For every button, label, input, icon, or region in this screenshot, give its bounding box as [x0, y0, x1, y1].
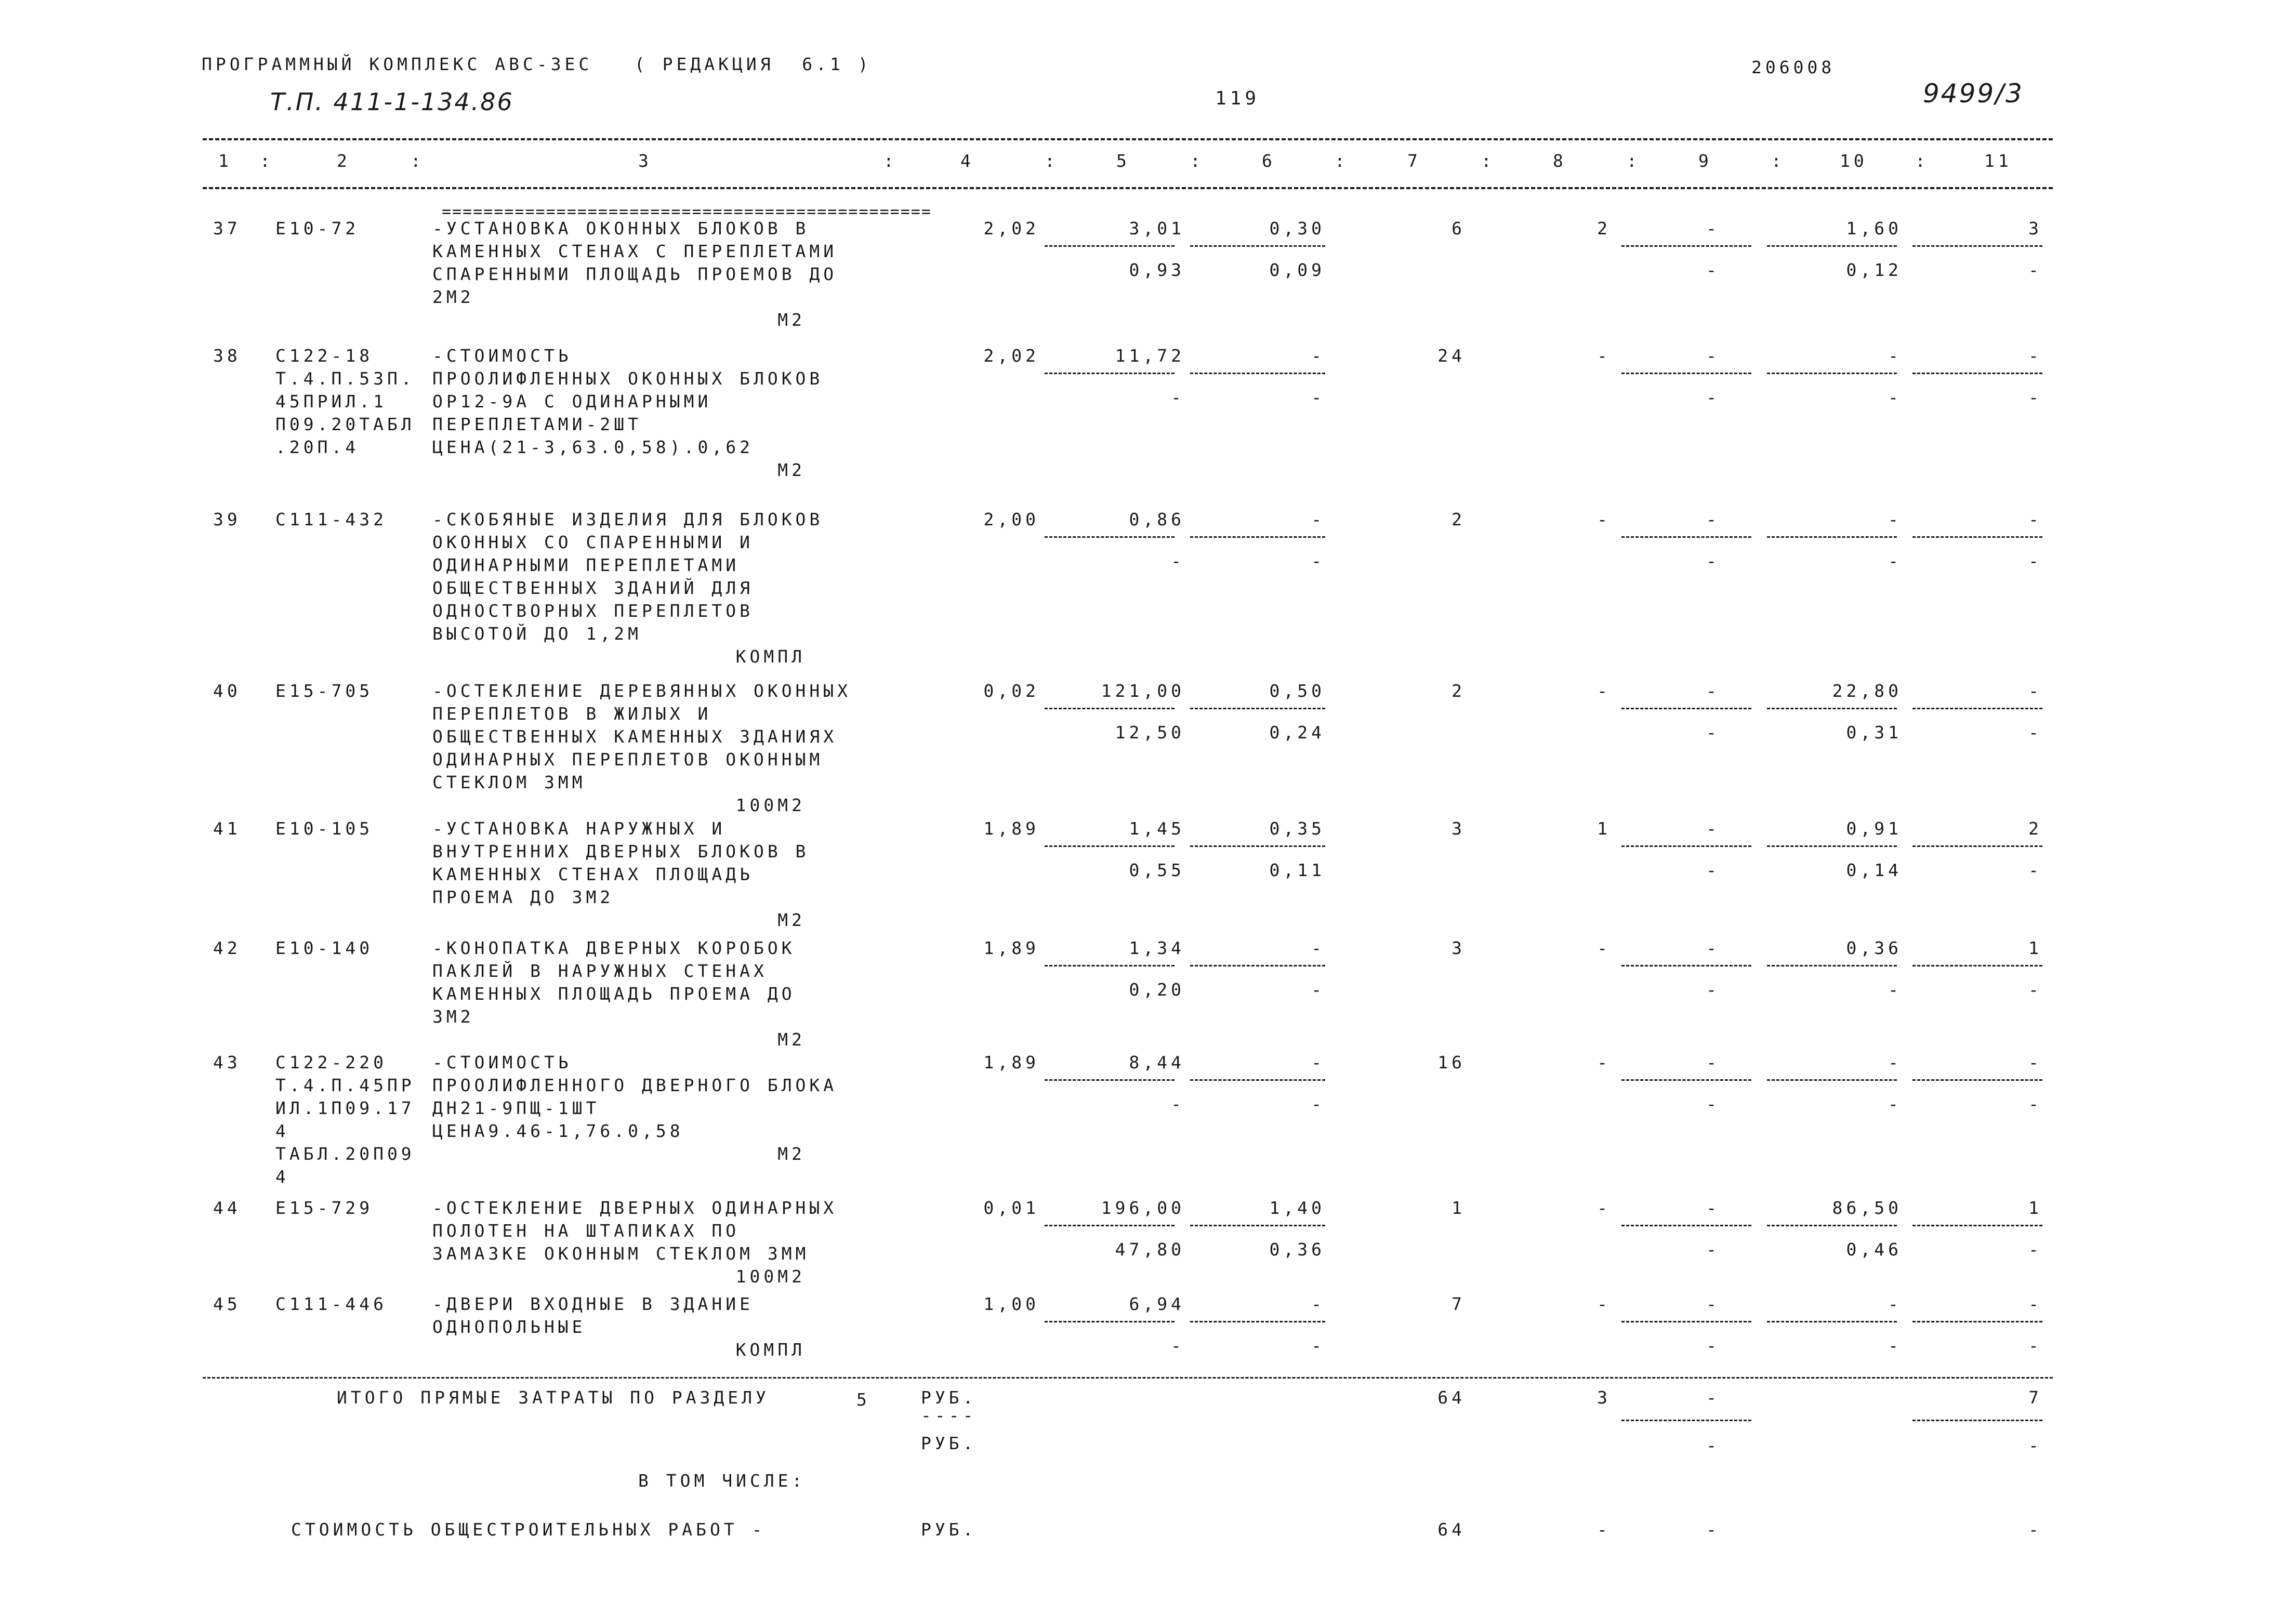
work-description: ПАКЛЕЙ В НАРУЖНЫХ СТЕНАХ: [432, 961, 768, 981]
cell-labor-sub: -: [1888, 1094, 1902, 1114]
work-description: ПРОЕМА ДО 3М2: [432, 887, 614, 907]
cell-labor: -: [1888, 1294, 1902, 1314]
subtotal-dash-line: [1045, 1079, 1175, 1081]
totals-currency-2: РУБ.: [921, 1433, 977, 1453]
totals-col7: 64: [1437, 1387, 1466, 1408]
work-description: КАМЕННЫХ СТЕНАХ ПЛОЩАДЬ: [432, 864, 754, 884]
cell-col11-sub: -: [2028, 551, 2042, 571]
col-9: 9: [1698, 151, 1712, 171]
col-5: 5: [1116, 151, 1130, 171]
work-description: ПЕРЕПЛЕТОВ В ЖИЛЫХ И: [432, 704, 712, 724]
cell-col11: 3: [2028, 218, 2042, 239]
program-title: ПРОГРАММНЫЙ КОМПЛЕКС АВС-ЗЕС ( РЕДАКЦИЯ 6.1 ): [202, 54, 872, 74]
cell-labor-sub: 0,31: [1846, 722, 1902, 743]
cell-col9: -: [1706, 938, 1720, 958]
cell-col11: -: [2028, 509, 2042, 529]
subtotal-dash-line: [1912, 708, 2042, 709]
header-rule-bottom: [203, 187, 2053, 189]
cell-unit-cost: 8,44: [1129, 1052, 1185, 1073]
cell-col11: -: [2028, 681, 2042, 701]
col-2: 2: [337, 151, 351, 171]
in-that-label: В ТОМ ЧИСЛЕ:: [638, 1471, 806, 1491]
work-description: ОДИНАРНЫМИ ПЕРЕПЛЕТАМИ: [432, 555, 740, 575]
sheet-number: 9499/3: [1923, 78, 2024, 109]
cell-labor-sub: 0,46: [1846, 1239, 1902, 1260]
subtotal-dash-line: [1190, 373, 1325, 374]
work-description: -ОСТЕКЛЕНИЕ ДВЕРНЫХ ОДИНАРНЫХ: [432, 1198, 838, 1218]
cell-col11-sub: -: [2028, 387, 2042, 407]
cell-total-cost: 7: [1452, 1294, 1466, 1314]
cell-col11-sub: -: [2028, 1335, 2042, 1356]
work-description: ОДИНАРНЫХ ПЕРЕПЛЕТОВ ОКОННЫМ: [432, 749, 824, 770]
cell-total-wages: -: [1597, 509, 1611, 529]
subtotal-dash-line: [1767, 708, 1897, 709]
norm-code: С111-432: [275, 509, 387, 529]
subtotal-dash-line: [1912, 845, 2042, 847]
work-description: 2М2: [432, 287, 474, 307]
work-description: ПОЛОТЕН НА ШТАПИКАХ ПО: [432, 1221, 740, 1241]
work-description: ЗАМАЗКЕ ОКОННЫМ СТЕКЛОМ 3ММ: [432, 1243, 810, 1264]
cell-col11-sub: -: [2028, 979, 2042, 1000]
cell-col9-sub: -: [1706, 551, 1720, 571]
totals-col11b: -: [2028, 1435, 2042, 1455]
totals-col9b: -: [1706, 1435, 1720, 1455]
work-description: ОКОННЫХ СО СПАРЕННЫМИ И: [432, 532, 754, 552]
col-1: 1: [218, 151, 232, 171]
work-description: ДН21-9ПЩ-1ШТ: [432, 1098, 600, 1118]
cell-unit-wages: 0,55: [1129, 860, 1185, 880]
cell-col11: 1: [2028, 1198, 2042, 1218]
norm-code: Т.4.П.53П.: [275, 368, 415, 389]
cell-quantity: 2,02: [983, 218, 1039, 239]
cell-col9: -: [1706, 218, 1720, 239]
work-description: ОБЩЕСТВЕННЫХ КАМЕННЫХ ЗДАНИЯХ: [432, 726, 838, 747]
cell-quantity: 1,00: [983, 1294, 1039, 1314]
cell-unit-cost: 1,45: [1129, 818, 1185, 839]
subtotal-dash-line: [1045, 1225, 1175, 1226]
cell-machines: -: [1311, 509, 1325, 529]
norm-code: С122-18: [275, 346, 374, 366]
cell-labor-sub: -: [1888, 387, 1902, 407]
subtotal-dash-line: [1621, 1225, 1751, 1226]
totals-dashes: ----: [921, 1405, 977, 1425]
norm-code: 4: [275, 1167, 289, 1187]
unit-of-measure: М2: [777, 310, 806, 330]
subtotal-dash-line: [1767, 245, 1897, 247]
subtotal-dash-line: [1621, 965, 1751, 967]
totals-currency: РУБ.: [921, 1387, 977, 1408]
subtotal-dash-line: [1045, 536, 1175, 538]
project-number: Т.П. 411-1-134.86: [270, 88, 514, 116]
col-10: 10: [1840, 151, 1868, 171]
cell-col9: -: [1706, 1294, 1720, 1314]
work-description: 3М2: [432, 1007, 474, 1027]
totals-col8: 3: [1597, 1387, 1611, 1408]
work-description: -СКОБЯНЫЕ ИЗДЕЛИЯ ДЛЯ БЛОКОВ: [432, 509, 824, 529]
cell-quantity: 1,89: [983, 938, 1039, 958]
subtotal-dash-line: [1190, 536, 1325, 538]
construction-col8: -: [1597, 1519, 1611, 1540]
subtotal-dash-line: [1767, 536, 1897, 538]
cell-col9-sub: -: [1706, 1094, 1720, 1114]
cell-machines-wages: -: [1311, 979, 1325, 1000]
cell-col9-sub: -: [1706, 260, 1720, 280]
col-8: 8: [1553, 151, 1567, 171]
col-7: 7: [1407, 151, 1421, 171]
subtotal-dash-line: [1912, 373, 2042, 374]
unit-of-measure: КОМПЛ: [735, 1340, 806, 1360]
cell-machines: 0,35: [1269, 818, 1325, 839]
cell-col9: -: [1706, 346, 1720, 366]
cell-col11-sub: -: [2028, 1094, 2042, 1114]
subtotal-dash-line: [1767, 1079, 1897, 1081]
norm-code: Е10-140: [275, 938, 374, 958]
cell-labor: 1,60: [1846, 218, 1902, 239]
work-description: КАМЕННЫХ ПЛОЩАДЬ ПРОЕМА ДО: [432, 984, 796, 1004]
work-description: ОДНОСТВОРНЫХ ПЕРЕПЛЕТОВ: [432, 601, 754, 621]
subtotal-dash-line: [1767, 373, 1897, 374]
work-description: ЦЕНА9.46-1,76.0,58: [432, 1121, 684, 1141]
norm-code: Т.4.П.45ПР: [275, 1075, 415, 1095]
subtotal-dash-line: [1190, 845, 1325, 847]
cell-total-wages: 1: [1597, 818, 1611, 839]
cell-total-cost: 2: [1452, 509, 1466, 529]
cell-machines-wages: -: [1311, 387, 1325, 407]
cell-labor: -: [1888, 346, 1902, 366]
cell-col9-sub: -: [1706, 1335, 1720, 1356]
work-description: -УСТАНОВКА ОКОННЫХ БЛОКОВ В: [432, 218, 810, 239]
norm-code: П09.20ТАБЛ: [275, 414, 415, 434]
cell-total-cost: 24: [1437, 346, 1466, 366]
norm-code: С111-446: [275, 1294, 387, 1314]
unit-of-measure: М2: [777, 910, 806, 930]
cell-machines-wages: -: [1311, 1094, 1325, 1114]
cell-quantity: 1,89: [983, 818, 1039, 839]
cell-machines-wages: -: [1311, 1335, 1325, 1356]
norm-code: Е15-705: [275, 681, 374, 701]
header-rule-top: [203, 138, 2053, 140]
cell-labor: -: [1888, 1052, 1902, 1073]
norm-code: 45ПРИЛ.1: [275, 391, 387, 412]
subtotal-dash-line: [1190, 708, 1325, 709]
subtotal-dash-line: [1912, 965, 2042, 967]
totals-col9: -: [1706, 1387, 1720, 1408]
cell-unit-cost: 196,00: [1101, 1198, 1185, 1218]
cell-col11: 1: [2028, 938, 2042, 958]
cell-labor-sub: -: [1888, 979, 1902, 1000]
cell-machines-wages: 0,11: [1269, 860, 1325, 880]
work-description: ПЕРЕПЛЕТАМИ-2ШТ: [432, 414, 642, 434]
section-separator: ===============================================: [442, 203, 932, 221]
row-number: 37: [213, 218, 241, 239]
row-number: 44: [213, 1198, 241, 1218]
cell-quantity: 0,02: [983, 681, 1039, 701]
subtotal-dash-line: [1045, 845, 1175, 847]
work-description: -КОНОПАТКА ДВЕРНЫХ КОРОБОК: [432, 938, 796, 958]
document-code: 206008: [1751, 57, 1836, 77]
subtotal-dash-line: [1045, 245, 1175, 247]
construction-col11: -: [2028, 1519, 2042, 1540]
cell-unit-cost: 6,94: [1129, 1294, 1185, 1314]
cell-quantity: 1,89: [983, 1052, 1039, 1073]
cell-unit-cost: 1,34: [1129, 938, 1185, 958]
cell-col9: -: [1706, 818, 1720, 839]
work-description: КАМЕННЫХ СТЕНАХ С ПЕРЕПЛЕТАМИ: [432, 241, 838, 261]
unit-of-measure: М2: [777, 460, 806, 480]
cell-labor: -: [1888, 509, 1902, 529]
subtotal-dash-line: [1621, 536, 1751, 538]
cell-machines: -: [1311, 1052, 1325, 1073]
unit-of-measure: 100М2: [735, 795, 806, 815]
cell-quantity: 2,02: [983, 346, 1039, 366]
subtotal-dash-line: [1767, 1321, 1897, 1322]
cell-total-cost: 3: [1452, 818, 1466, 839]
cell-unit-cost: 11,72: [1115, 346, 1185, 366]
cell-labor-sub: 0,14: [1846, 860, 1902, 880]
cell-total-wages: -: [1597, 346, 1611, 366]
work-description: -ДВЕРИ ВХОДНЫЕ В ЗДАНИЕ: [432, 1294, 754, 1314]
unit-of-measure: 100М2: [735, 1266, 806, 1287]
cell-total-cost: 2: [1452, 681, 1466, 701]
cell-machines-wages: -: [1311, 551, 1325, 571]
cell-unit-cost: 121,00: [1101, 681, 1185, 701]
cell-unit-wages: 12,50: [1115, 722, 1185, 743]
cell-col9: -: [1706, 509, 1720, 529]
cell-total-wages: -: [1597, 681, 1611, 701]
cell-quantity: 0,01: [983, 1198, 1039, 1218]
row-number: 43: [213, 1052, 241, 1073]
work-description: -СТОИМОСТЬ: [432, 346, 572, 366]
subtotal-dash-line: [1045, 708, 1175, 709]
subtotal-dash-line: [1045, 1321, 1175, 1322]
row-number: 42: [213, 938, 241, 958]
subtotal-dash-line: [1621, 245, 1751, 247]
subtotal-dash-line: [1621, 1079, 1751, 1081]
cell-machines: -: [1311, 346, 1325, 366]
norm-code: Е10-72: [275, 218, 360, 239]
subtotal-dash-line: [1190, 965, 1325, 967]
totals-rule: [203, 1377, 2053, 1379]
cell-total-cost: 6: [1452, 218, 1466, 239]
subtotal-dash-line: [1767, 845, 1897, 847]
work-description: ПРООЛИФЛЕННЫХ ОКОННЫХ БЛОКОВ: [432, 368, 824, 389]
cell-col9: -: [1706, 681, 1720, 701]
cell-unit-wages: -: [1171, 387, 1185, 407]
row-number: 39: [213, 509, 241, 529]
col-11: 11: [1984, 151, 2012, 171]
subtotal-dash-line: [1767, 965, 1897, 967]
work-description: СПАРЕННЫМИ ПЛОЩАДЬ ПРОЕМОВ ДО: [432, 264, 838, 284]
col-3: 3: [638, 151, 652, 171]
construction-col9: -: [1706, 1519, 1720, 1540]
work-description: ОДНОПОЛЬНЫЕ: [432, 1317, 586, 1337]
cell-col11-sub: -: [2028, 1239, 2042, 1260]
work-description: СТЕКЛОМ 3ММ: [432, 772, 586, 792]
subtotal-dash-line: [1621, 373, 1751, 374]
cell-total-wages: -: [1597, 938, 1611, 958]
totals-col11: 7: [2028, 1387, 2042, 1408]
work-description: ВНУТРЕННИХ ДВЕРНЫХ БЛОКОВ В: [432, 841, 810, 862]
cell-machines-wages: 0,36: [1269, 1239, 1325, 1260]
cell-unit-wages: 47,80: [1115, 1239, 1185, 1260]
subtotal-dash-line: [1621, 845, 1751, 847]
cell-machines: -: [1311, 1294, 1325, 1314]
subtotal-dash-line: [1621, 1321, 1751, 1322]
cell-col11-sub: -: [2028, 860, 2042, 880]
cell-quantity: 2,00: [983, 509, 1039, 529]
cell-machines-wages: 0,09: [1269, 260, 1325, 280]
subtotal-dash-line: [1190, 1225, 1325, 1226]
cell-col11: 2: [2028, 818, 2042, 839]
norm-code: Е15-729: [275, 1198, 374, 1218]
cell-unit-wages: 0,20: [1129, 979, 1185, 1000]
row-number: 41: [213, 818, 241, 839]
cell-col9-sub: -: [1706, 979, 1720, 1000]
norm-code: ИЛ.1П09.17: [275, 1098, 415, 1118]
subtotal-dash-line: [1912, 1079, 2042, 1081]
subtotal-dash-line: [1912, 1225, 2042, 1226]
cell-col11: -: [2028, 1294, 2042, 1314]
cell-labor-sub: 0,12: [1846, 260, 1902, 280]
cell-unit-wages: -: [1171, 1094, 1185, 1114]
cell-machines: 0,30: [1269, 218, 1325, 239]
cell-col9: -: [1706, 1198, 1720, 1218]
cell-col9-sub: -: [1706, 860, 1720, 880]
cell-total-cost: 1: [1452, 1198, 1466, 1218]
cell-unit-wages: 0,93: [1129, 260, 1185, 280]
construction-cost-label: СТОИМОСТЬ ОБЩЕСТРОИТЕЛЬНЫХ РАБОТ -: [291, 1519, 766, 1540]
cell-unit-wages: -: [1171, 551, 1185, 571]
cell-unit-wages: -: [1171, 1335, 1185, 1356]
cell-total-wages: 2: [1597, 218, 1611, 239]
norm-code: 4: [275, 1121, 289, 1141]
cell-labor-sub: -: [1888, 551, 1902, 571]
cell-labor: 22,80: [1832, 681, 1902, 701]
cell-labor: 0,36: [1846, 938, 1902, 958]
subtotal-dash-line: [1190, 1079, 1325, 1081]
cell-unit-cost: 0,86: [1129, 509, 1185, 529]
cell-col11: -: [2028, 346, 2042, 366]
norm-code: С122-220: [275, 1052, 387, 1073]
unit-of-measure: М2: [777, 1029, 806, 1050]
subtotal-dash-line: [1912, 536, 2042, 538]
construction-col7: 64: [1437, 1519, 1466, 1540]
totals-section: 5: [856, 1389, 870, 1410]
subtotal-dash-line: [1912, 245, 2042, 247]
norm-code: .20П.4: [275, 437, 360, 457]
subtotal-dash-line: [1912, 1321, 2042, 1322]
unit-of-measure: М2: [777, 1144, 806, 1164]
row-number: 38: [213, 346, 241, 366]
page-number: 119: [1215, 88, 1260, 109]
work-description: ВЫСОТОЙ ДО 1,2М: [432, 624, 642, 644]
cell-machines: -: [1311, 938, 1325, 958]
work-description: ОР12-9А С ОДИНАРНЫМИ: [432, 391, 712, 412]
norm-code: ТАБЛ.20П09: [275, 1144, 415, 1164]
cell-col9-sub: -: [1706, 387, 1720, 407]
cell-labor-sub: -: [1888, 1335, 1902, 1356]
work-description: -СТОИМОСТЬ: [432, 1052, 572, 1073]
cell-total-cost: 16: [1437, 1052, 1466, 1073]
cell-machines-wages: 0,24: [1269, 722, 1325, 743]
work-description: -ОСТЕКЛЕНИЕ ДЕРЕВЯННЫХ ОКОННЫХ: [432, 681, 852, 701]
row-number: 45: [213, 1294, 241, 1314]
cell-labor: 86,50: [1832, 1198, 1902, 1218]
work-description: -УСТАНОВКА НАРУЖНЫХ И: [432, 818, 726, 839]
cell-total-wages: -: [1597, 1294, 1611, 1314]
cell-col9-sub: -: [1706, 1239, 1720, 1260]
cell-total-cost: 3: [1452, 938, 1466, 958]
subtotal-dash-line: [1190, 1321, 1325, 1322]
col-6: 6: [1262, 151, 1276, 171]
cell-labor: 0,91: [1846, 818, 1902, 839]
cell-total-wages: -: [1597, 1052, 1611, 1073]
cell-total-wages: -: [1597, 1198, 1611, 1218]
col-4: 4: [960, 151, 974, 171]
cell-machines: 1,40: [1269, 1198, 1325, 1218]
cell-col9-sub: -: [1706, 722, 1720, 743]
cell-col11-sub: -: [2028, 260, 2042, 280]
work-description: ЦЕНА(21-3,63.0,58).0,62: [432, 437, 754, 457]
cell-unit-cost: 3,01: [1129, 218, 1185, 239]
totals-label: ИТОГО ПРЯМЫЕ ЗАТРАТЫ ПО РАЗДЕЛУ: [337, 1387, 770, 1408]
cell-machines: 0,50: [1269, 681, 1325, 701]
subtotal-dash-line: [1767, 1225, 1897, 1226]
unit-of-measure: КОМПЛ: [735, 646, 806, 667]
work-description: ОБЩЕСТВЕННЫХ ЗДАНИЙ ДЛЯ: [432, 578, 754, 598]
cell-col9: -: [1706, 1052, 1720, 1073]
cell-col11-sub: -: [2028, 722, 2042, 743]
cell-col11: -: [2028, 1052, 2042, 1073]
construction-currency: РУБ.: [921, 1519, 977, 1540]
subtotal-dash-line: [1190, 245, 1325, 247]
norm-code: Е10-105: [275, 818, 374, 839]
subtotal-dash-line: [1621, 708, 1751, 709]
work-description: ПРООЛИФЛЕННОГО ДВЕРНОГО БЛОКА: [432, 1075, 838, 1095]
subtotal-dash-line: [1045, 373, 1175, 374]
subtotal-dash-line: [1045, 965, 1175, 967]
row-number: 40: [213, 681, 241, 701]
